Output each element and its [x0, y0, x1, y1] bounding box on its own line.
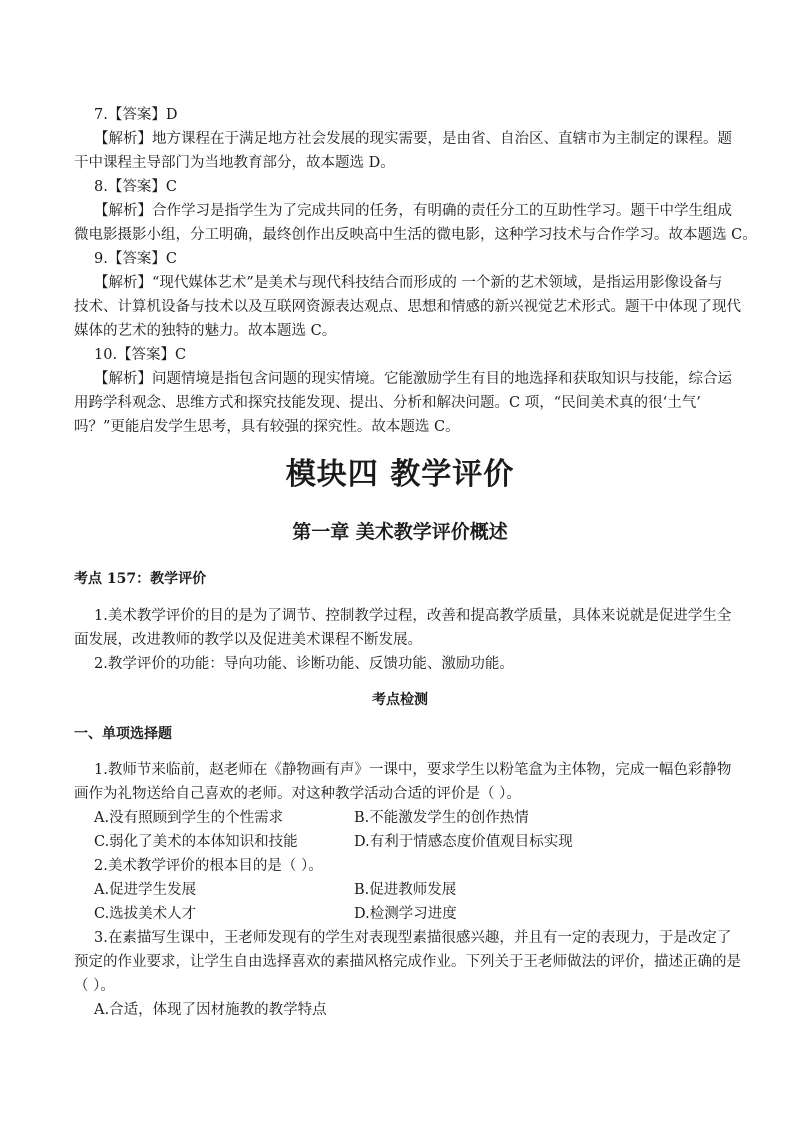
- q1-option-c: C.弱化了美术的本体知识和技能: [94, 834, 298, 850]
- kaodian-para-1-line-2: 面发展，改进教师的教学以及促进美术课程不断发展。: [74, 632, 422, 648]
- analysis-10-line-3: 吗？”更能启发学生思考，具有较强的探究性。故本题选 C。: [74, 419, 460, 435]
- question-3-line-1: 3.在素描写生课中，王老师发现有的学生对表现型素描很感兴趣，并且有一定的表现力，于是改定了: [94, 930, 732, 946]
- q2-option-a: A.促进学生发展: [94, 882, 197, 898]
- q3-option-a: A.合适，体现了因材施教的教学特点: [94, 1002, 327, 1018]
- question-1-line-2: 画作为礼物送给自己喜欢的老师。对这种教学活动合适的评价是（ ）。: [74, 786, 521, 802]
- q2-option-b: B.促进教师发展: [354, 882, 457, 898]
- answer-9: 9.【答案】C: [94, 251, 177, 267]
- analysis-8-line-2: 微电影摄影小组，分工明确，最终创作出反映高中生活的微电影，这种学习技术与合作学习。故本题选 C。: [74, 227, 757, 243]
- chapter-title: 第一章 美术教学评价概述: [292, 521, 508, 543]
- q2-option-d: D.检测学习进度: [354, 906, 457, 922]
- question-3-line-2: 预定的作业要求，让学生自由选择喜欢的素描风格完成作业。下列关于王老师做法的评价，描述正确的是: [74, 954, 741, 970]
- answer-10: 10.【答案】C: [94, 347, 187, 363]
- answer-7: 7.【答案】D: [94, 107, 178, 123]
- analysis-9-line-1: 【解析】“现代媒体艺术”是美术与现代科技结合而形成的 一个新的艺术领域，是指运用影像设备与: [94, 275, 723, 291]
- q1-option-d: D.有利于情感态度价值观目标实现: [354, 834, 573, 850]
- section-heading: 一、单项选择题: [74, 726, 172, 742]
- kaodian-title: 考点 157：教学评价: [74, 571, 207, 587]
- module-title: 模块四 教学评价: [285, 457, 515, 492]
- q1-option-b: B.不能激发学生的创作热情: [354, 810, 529, 826]
- question-2: 2.美术教学评价的根本目的是（ ）。: [94, 858, 323, 874]
- q1-option-a: A.没有照顾到学生的个性需求: [94, 810, 284, 826]
- question-3-line-3: （ ）。: [74, 978, 115, 994]
- analysis-9-line-3: 媒体的艺术的独特的魅力。故本题选 C。: [74, 323, 337, 339]
- q2-option-c: C.选拔美术人才: [94, 906, 197, 922]
- question-1-line-1: 1.教师节来临前，赵老师在《静物画有声》一课中，要求学生以粉笔盒为主体物，完成一幅色彩静物: [94, 762, 732, 778]
- test-heading: 考点检测: [372, 692, 428, 708]
- analysis-10-line-2: 用跨学科观念、思维方式和探究技能发现、提出、分析和解决问题。C 项，“民间美术真的很‘土气’: [74, 395, 701, 411]
- analysis-9-line-2: 技术、计算机设备与技术以及互联网资源表达观点、思想和情感的新兴视觉艺术形式。题干中体现了现代: [74, 299, 741, 315]
- analysis-7-line-2: 干中课程主导部门为当地教育部分，故本题选 D。: [74, 155, 395, 171]
- kaodian-para-1-line-1: 1.美术教学评价的目的是为了调节、控制教学过程，改善和提高教学质量，具体来说就是促进学生全: [94, 608, 732, 624]
- kaodian-para-2: 2.教学评价的功能：导向功能、诊断功能、反馈功能、激励功能。: [94, 656, 514, 672]
- analysis-8-line-1: 【解析】合作学习是指学生为了完成共同的任务，有明确的责任分工的互助性学习。题干中学生组成: [94, 203, 732, 219]
- analysis-7-line-1: 【解析】地方课程在于满足地方社会发展的现实需要，是由省、自治区、直辖市为主制定的课程。题: [94, 131, 732, 147]
- analysis-10-line-1: 【解析】问题情境是指包含问题的现实情境。它能激励学生有目的地选择和获取知识与技能，综合运: [94, 371, 732, 387]
- answer-8: 8.【答案】C: [94, 179, 177, 195]
